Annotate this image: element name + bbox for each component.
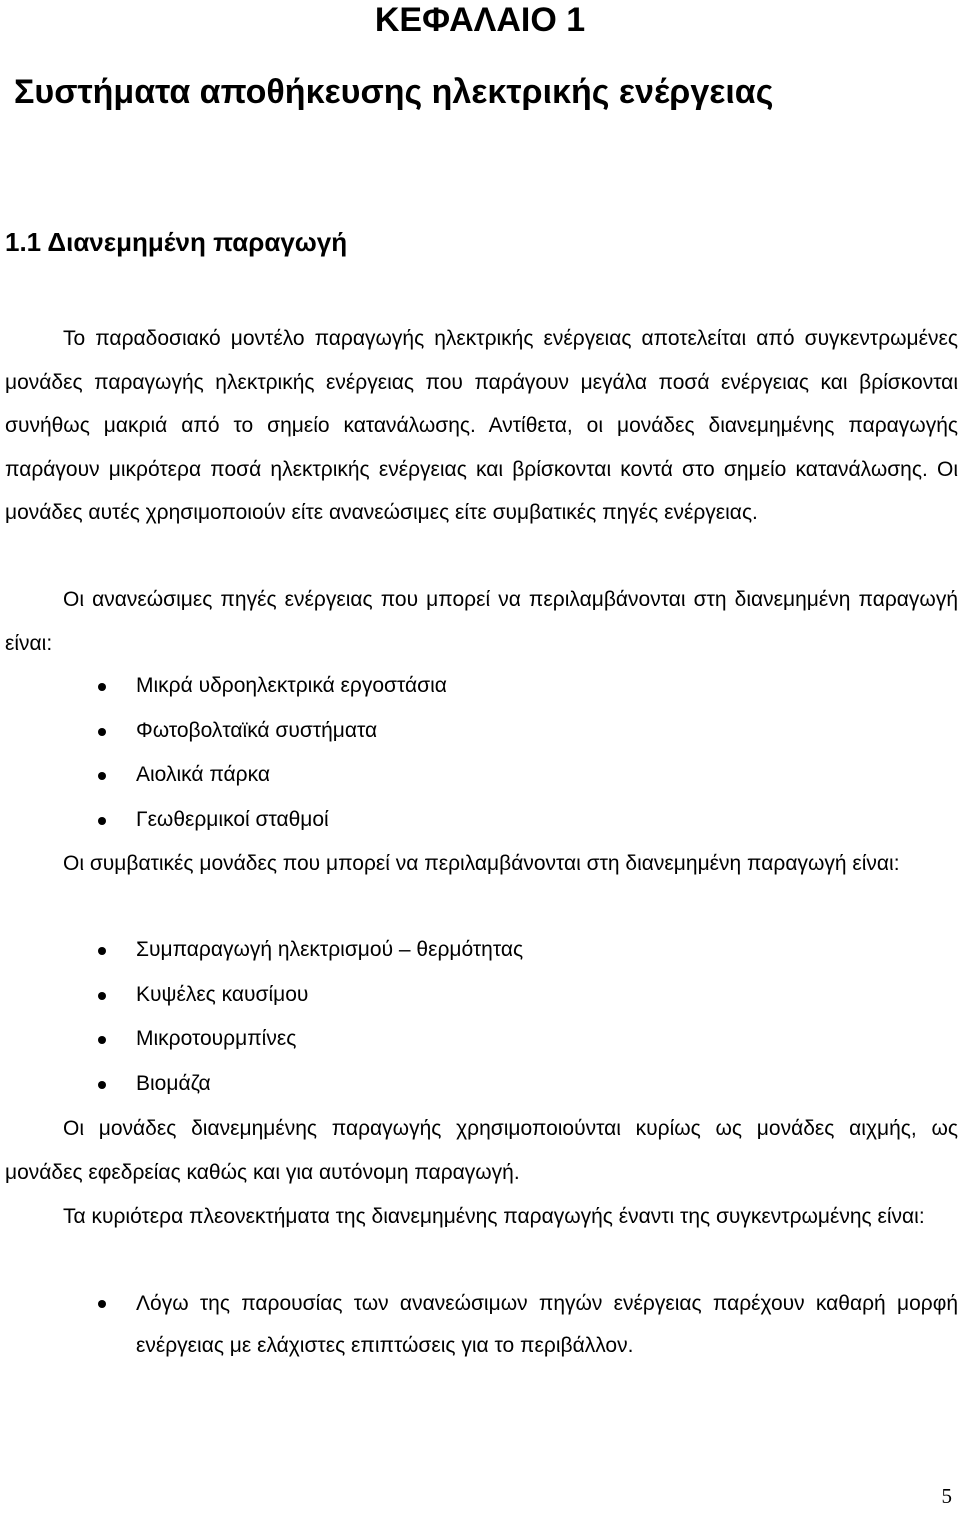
- list-item-text: Μικροτουρμπίνες: [136, 1027, 297, 1050]
- list-item-text: Λόγω της παρουσίας των ανανεώσιμων πηγών ενέργειας παρέχουν καθαρή μορφή ενέργειας με ελάχιστες επιπτώσεις για το περιβάλλον.: [136, 1292, 958, 1357]
- list-item-text: Συμπαραγωγή ηλεκτρισμού – θερμότητας: [136, 938, 524, 961]
- bullet-icon: [98, 1081, 106, 1089]
- list-item-text: Αιολικά πάρκα: [136, 763, 270, 786]
- list-item: [0, 709, 958, 754]
- list-item: [0, 1017, 958, 1062]
- list-item-text: Γεωθερμικοί σταθμοί: [136, 807, 329, 831]
- bullet-icon: [98, 683, 106, 691]
- list-item: [0, 973, 958, 1018]
- conventional-units-list: [0, 928, 958, 1106]
- section-heading: 1.1 Διανεμημένη παραγωγή: [5, 227, 348, 257]
- list-item: [0, 664, 958, 709]
- bullet-icon: [98, 817, 106, 825]
- list-item-text: Βιομάζα: [136, 1071, 211, 1095]
- bullet-icon: [98, 1036, 106, 1044]
- renewable-sources-list: [0, 664, 958, 842]
- bullet-icon: [98, 947, 106, 955]
- paragraph-renewables-intro: Οι ανανεώσιμες πηγές ενέργειας που μπορεί να περιλαμβάνονται στη διανεμημένη παραγωγή είναι:: [5, 588, 958, 655]
- list-item: [0, 1283, 958, 1367]
- paragraph-advantages-intro: Τα κυριότερα πλεονεκτήματα της διανεμημένης παραγωγής έναντι της συγκεντρωμένης είναι:: [63, 1205, 925, 1228]
- chapter-label: ΚΕΦΑΛΑΙΟ 1: [374, 1, 586, 39]
- list-item-text: Μικρά υδροηλεκτρικά εργοστάσια: [136, 674, 447, 697]
- list-item-text: Φωτοβολταϊκά συστήματα: [136, 718, 378, 742]
- list-item: [0, 1062, 958, 1107]
- paragraph-usage: Οι μονάδες διανεμημένης παραγωγής χρησιμοποιούνται κυρίως ως μονάδες αιχμής, ως μονάδες εφεδρείας καθώς και για αυτόνομη παραγωγή.: [5, 1117, 958, 1184]
- advantages-list: [0, 1283, 958, 1367]
- list-item: [0, 753, 958, 798]
- paragraph-intro: Το παραδοσιακό μοντέλο παραγωγής ηλεκτρικής ενέργειας αποτελείται από συγκεντρωμένες μονάδες παραγωγής ηλεκτρικής ενέργειας που παράγουν μεγάλα ποσά ενέργειας και βρίσκονται συνήθως μακριά από το σημείο κατανάλωσης. Αντίθετα, οι μονάδες διανεμημένης παραγωγής παράγουν μικρότερα ποσά ηλεκτρικής ενέργειας και βρίσκονται κοντά στο σημείο κατανάλωσης. Οι μονάδες αυτές χρησιμοποιούν είτε ανανεώσιμες είτε συμβατικές πηγές ενέργειας.: [5, 327, 958, 524]
- bullet-icon: [98, 728, 106, 736]
- paragraph-conventional-intro: Οι συμβατικές μονάδες που μπορεί να περιλαμβάνονται στη διανεμημένη παραγωγή είναι:: [63, 852, 900, 875]
- list-item: [0, 798, 958, 843]
- bullet-icon: [98, 772, 106, 780]
- list-item-text: Κυψέλες καυσίμου: [136, 982, 309, 1006]
- bullet-icon: [98, 992, 106, 1000]
- chapter-title: Συστήματα αποθήκευσης ηλεκτρικής ενέργειας: [14, 73, 774, 111]
- page-number: 5: [941, 1484, 952, 1508]
- bullet-icon: [98, 1300, 106, 1308]
- list-item: [0, 928, 958, 973]
